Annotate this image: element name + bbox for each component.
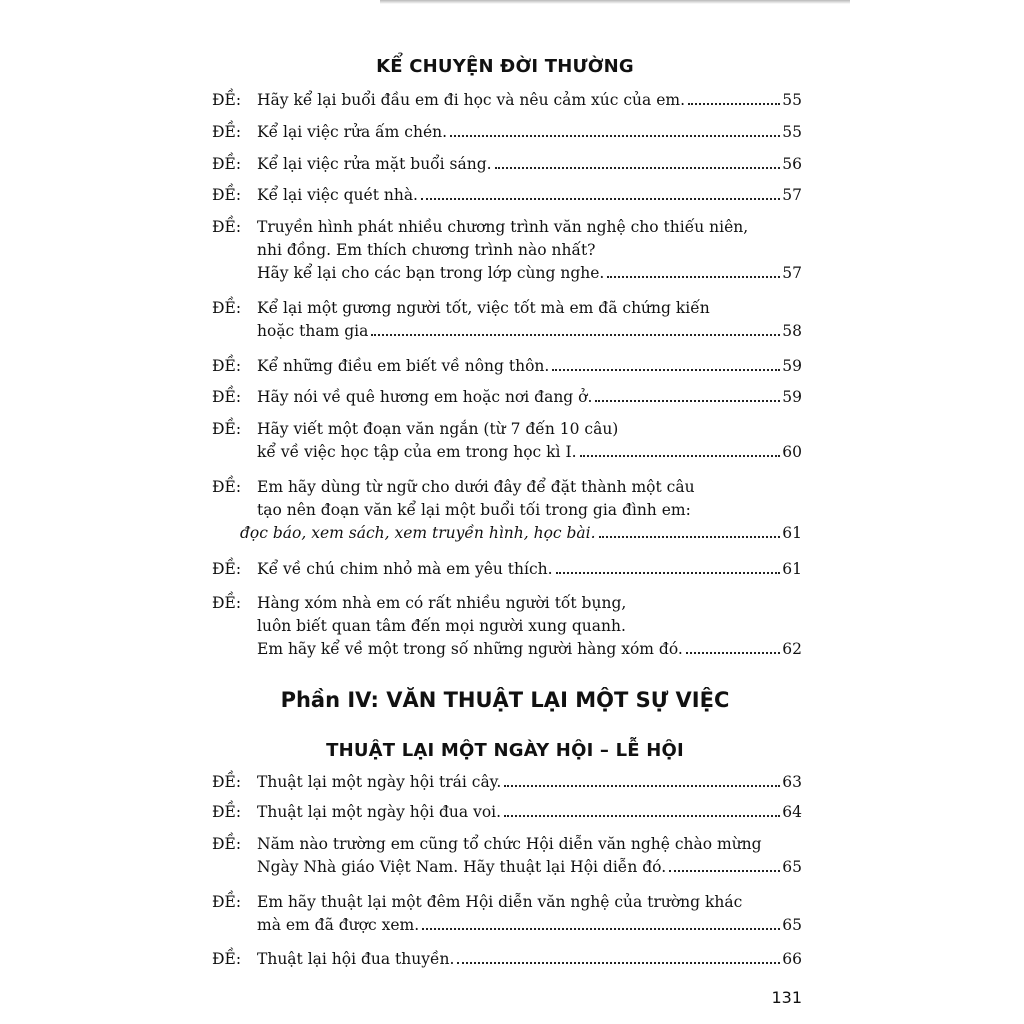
entry-text: Ngày Nhà giáo Việt Nam. Hãy thuật lại Hội diễn đó.: [257, 858, 667, 876]
dot-leader: [556, 572, 780, 574]
entry-label: ĐỀ:: [212, 91, 242, 109]
entry-page: 61: [782, 560, 802, 578]
entry-text: Thuật lại hội đua thuyền.: [257, 950, 455, 968]
entry-text: Hãy kể lại buổi đầu em đi học và nêu cảm xúc của em.: [257, 91, 686, 109]
entry-text: Năm nào trường em cũng tổ chức Hội diễn văn nghệ chào mừng: [257, 835, 762, 853]
entry-page: 66: [782, 950, 802, 968]
entry-text: Em hãy kể về một trong số những người hàng xóm đó.: [257, 640, 683, 658]
toc-entry: [212, 891, 802, 937]
toc-entry: [212, 297, 802, 343]
entry-text: Kể về chú chim nhỏ mà em yêu thích.: [257, 560, 553, 578]
dot-leader: [552, 369, 780, 371]
entry-page: 55: [782, 91, 802, 109]
entry-text: mà em đã được xem.: [257, 916, 420, 934]
entry-page: 65: [782, 916, 802, 934]
entry-label: ĐỀ:: [212, 388, 242, 406]
toc-entry: [212, 216, 802, 285]
dot-leader: [599, 536, 780, 538]
part-title: Phần IV: VĂN THUẬT LẠI MỘT SỰ VIỆC: [280, 688, 730, 712]
entry-page: 61: [782, 524, 802, 542]
entry-text: Thuật lại một ngày hội trái cây.: [257, 773, 502, 791]
dot-leader: [495, 167, 780, 169]
entry-text: Em hãy dùng từ ngữ cho dưới đây để đặt thành một câu: [257, 478, 695, 496]
entry-text: Kể lại một gương người tốt, việc tốt mà em đã chứng kiến: [257, 299, 710, 317]
toc-entry: [212, 558, 802, 581]
dot-leader: [450, 135, 780, 137]
dot-leader: [686, 652, 780, 654]
entry-label: ĐỀ:: [212, 420, 242, 438]
dot-leader: [688, 103, 780, 105]
entry-text: Kể lại việc quét nhà.: [257, 186, 418, 204]
entry-page: 63: [782, 773, 802, 791]
entry-text: luôn biết quan tâm đến mọi người xung quanh.: [257, 617, 626, 635]
entry-page: 60: [782, 443, 802, 461]
entry-page: 59: [782, 357, 802, 375]
dot-leader: [371, 334, 780, 336]
entry-label: ĐỀ:: [212, 123, 242, 141]
entry-page: 55: [782, 123, 802, 141]
entry-text: Hãy viết một đoạn văn ngắn (từ 7 đến 10 câu): [257, 420, 619, 438]
entry-text: Truyền hình phát nhiều chương trình văn nghệ cho thiếu niên,: [257, 218, 749, 236]
page-number: 131: [771, 988, 802, 1007]
entry-page: 59: [782, 388, 802, 406]
toc-entry: [212, 89, 802, 112]
toc-entry: [212, 801, 802, 824]
toc-entry: [212, 771, 802, 794]
entry-label: ĐỀ:: [212, 835, 242, 853]
entry-text: nhi đồng. Em thích chương trình nào nhất?: [257, 241, 596, 259]
entry-label: ĐỀ:: [212, 594, 242, 612]
entry-label: ĐỀ:: [212, 950, 242, 968]
entry-label: ĐỀ:: [212, 218, 242, 236]
entry-page: 65: [782, 858, 802, 876]
entry-text: Kể lại việc rửa ấm chén.: [257, 123, 448, 141]
entry-text: hoặc tham gia: [257, 322, 369, 340]
toc-entry: [212, 592, 802, 661]
entry-label: ĐỀ:: [212, 478, 242, 496]
toc-entry: [212, 386, 802, 409]
entry-text: đọc báo, xem sách, xem truyền hình, học bài.: [240, 524, 596, 542]
entry-text: Hãy nói về quê hương em hoặc nơi đang ở.: [257, 388, 593, 406]
entry-text: Hàng xóm nhà em có rất nhiều người tốt bụng,: [257, 594, 627, 612]
toc-entry: [212, 121, 802, 144]
entry-text: Thuật lại một ngày hội đua voi.: [257, 803, 502, 821]
toc-entry: [212, 184, 802, 207]
dot-leader: [595, 400, 780, 402]
entry-text: kể về việc học tập của em trong học kì I.: [257, 443, 577, 461]
toc-entry: [212, 418, 802, 464]
entry-label: ĐỀ:: [212, 893, 242, 911]
toc-entry: [212, 355, 802, 378]
entry-page: 62: [782, 640, 802, 658]
entry-text: tạo nên đoạn văn kể lại một buổi tối trong gia đình em:: [257, 501, 691, 519]
dot-leader: [457, 962, 780, 964]
section-title-ke-chuyen: KỂ CHUYỆN ĐỜI THƯỜNG: [376, 56, 634, 77]
toc-entry: [212, 153, 802, 176]
entry-page: 57: [782, 264, 802, 282]
entry-page: 64: [782, 803, 802, 821]
entry-page: 58: [782, 322, 802, 340]
dot-leader: [607, 276, 780, 278]
dot-leader: [580, 455, 781, 457]
dot-leader: [504, 785, 780, 787]
dot-leader: [669, 870, 780, 872]
entry-page: 56: [782, 155, 802, 173]
dot-leader: [422, 928, 780, 930]
dot-leader: [504, 815, 780, 817]
entry-page: 57: [782, 186, 802, 204]
entry-text: Hãy kể lại cho các bạn trong lớp cùng nghe.: [257, 264, 605, 282]
entry-label: ĐỀ:: [212, 560, 242, 578]
toc-entry: [212, 948, 802, 971]
entry-label: ĐỀ:: [212, 773, 242, 791]
entry-label: ĐỀ:: [212, 299, 242, 317]
entry-label: ĐỀ:: [212, 155, 242, 173]
toc-entry: [212, 476, 802, 545]
toc-entry: [212, 833, 802, 879]
entry-label: ĐỀ:: [212, 357, 242, 375]
entry-text: Kể những điều em biết về nông thôn.: [257, 357, 550, 375]
entry-label: ĐỀ:: [212, 803, 242, 821]
section-title-thuat-lai: THUẬT LẠI MỘT NGÀY HỘI – LỄ HỘI: [326, 740, 684, 761]
entry-text: Em hãy thuật lại một đêm Hội diễn văn nghệ của trường khác: [257, 893, 743, 911]
dot-leader: [421, 198, 780, 200]
entry-label: ĐỀ:: [212, 186, 242, 204]
entry-text: Kể lại việc rửa mặt buổi sáng.: [257, 155, 492, 173]
